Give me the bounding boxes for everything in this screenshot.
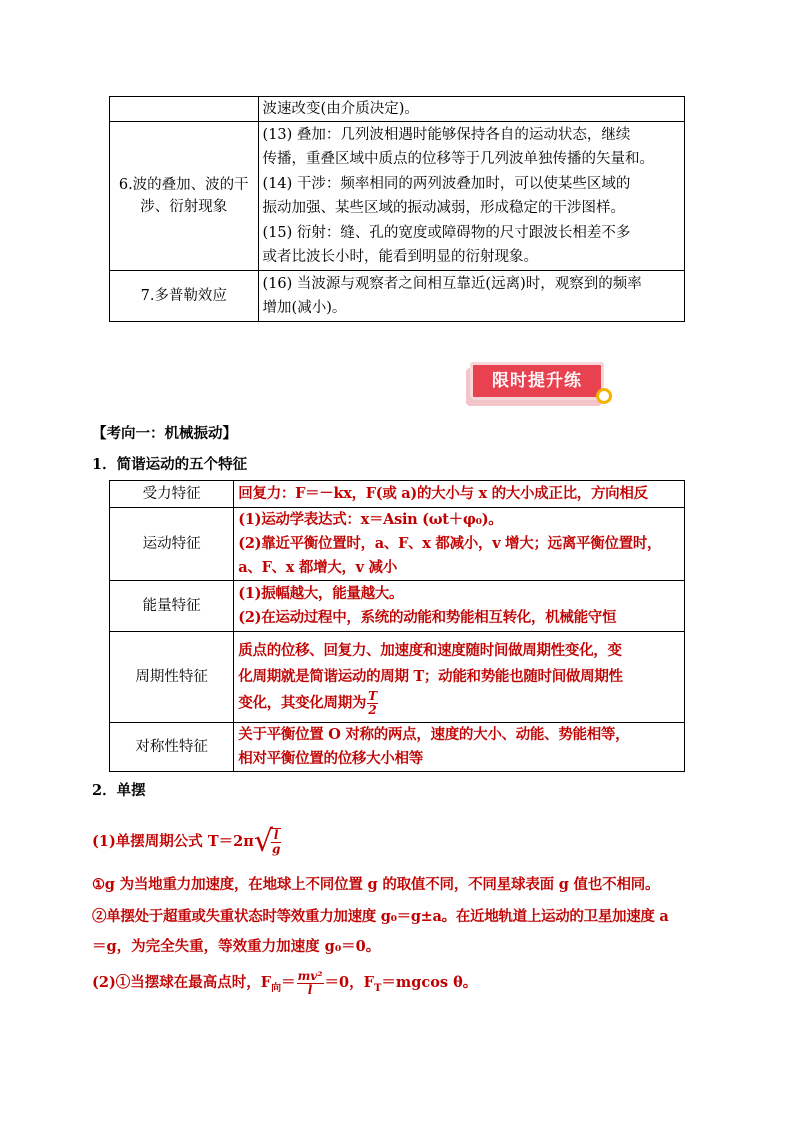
pendulum-note-2-cont: ＝g，为完全失重，等效重力加速度 g₀＝0。 [92, 938, 381, 955]
text-line: (15) 衍射：缝、孔的宽度或障碍物的尺寸跟波长相差不多 [262, 224, 631, 241]
text-part: (2)①当摆球在最高点时，F [92, 974, 272, 991]
pendulum-note-2: ②单摆处于超重或失重状态时等效重力加速度 g₀＝g±a。在近地轨道上运动的卫星加速度 a [92, 908, 669, 925]
text-line: 相对平衡位置的位移大小相等 [238, 750, 423, 767]
text-line: 增加(减小)。 [262, 300, 347, 316]
subsection-heading: 1．简谐运动的五个特征 [92, 456, 248, 473]
text-part: ＝mgcos θ。 [381, 974, 478, 991]
features-table [109, 480, 685, 772]
table-cell [258, 271, 684, 322]
feature-cell [234, 632, 685, 723]
force-fraction: $\frac{\text{mv²}}{l}$ [297, 968, 323, 997]
text-line: (13) 叠加：几列波相遇时能够保持各自的运动状态，继续 [262, 126, 631, 143]
feature-label: 对称性特征 [110, 723, 234, 772]
row-label-line: 涉、衍射现象 [140, 199, 228, 215]
row-label: 7.多普勒效应 [110, 271, 259, 322]
feature-cell: 回复力：F＝－kx，F(或 a)的大小与 x 的大小成正比，方向相反 [234, 481, 685, 508]
text-line: (2)在运动过程中，系统的动能和势能相互转化，机械能守恒 [238, 609, 617, 626]
practice-badge [466, 362, 608, 406]
table-row [110, 271, 685, 322]
text-part: ＝ [281, 974, 296, 991]
table-row [110, 122, 685, 271]
pendulum-note-3 [92, 966, 477, 1006]
feature-cell [234, 508, 685, 581]
text-line: (14) 干涉：频率相同的两列波叠加时，可以使某些区域的 [262, 175, 631, 192]
badge-label: 限时提升练 [492, 371, 582, 391]
row-label-line: 6.波的叠加、波的干 [118, 177, 249, 193]
section-heading: 【考向一：机械振动】 [92, 425, 237, 442]
row-label [110, 122, 259, 271]
table-row [110, 723, 685, 772]
text-line: 化周期就是简谐运动的周期 T；动能和势能也随时间做周期性 [238, 667, 623, 685]
text-line: (2)靠近平衡位置时，a、F、x 都减小，v 增大；远离平衡位置时， [238, 535, 662, 552]
ring-icon [596, 388, 612, 404]
text-line: a、F、x 都增大，v 减小 [238, 559, 397, 576]
table-cell [258, 122, 684, 271]
table-row [110, 97, 685, 122]
text-line: (1)振幅越大，能量越大。 [238, 585, 404, 602]
table-cell: 波速改变(由介质决定)。 [258, 97, 684, 122]
feature-cell [234, 581, 685, 632]
formula-text: (1)单摆周期公式 T＝2π [92, 833, 254, 850]
pendulum-note-1: ①g 为当地重力加速度，在地球上不同位置 g 的取值不同，不同星球表面 g 值也不相同。 [92, 876, 660, 893]
subscript: T [373, 982, 382, 994]
wave-table [109, 96, 685, 322]
text-part: ＝0，F [324, 974, 374, 991]
feature-label: 受力特征 [110, 481, 234, 508]
table-cell-empty [110, 97, 259, 122]
feature-label: 运动特征 [110, 508, 234, 581]
pendulum-formula [92, 820, 282, 864]
text-line: 关于平衡位置 O 对称的两点，速度的大小、动能、势能相等， [238, 726, 630, 743]
subsection-heading: 2．单摆 [92, 782, 146, 799]
feature-label: 能量特征 [110, 581, 234, 632]
text-line: 振动加强、某些区域的振动减弱，形成稳定的干涉图样。 [262, 200, 626, 216]
subscript: 向 [271, 982, 282, 994]
text-line: (1)运动学表达式：x＝Asin (ωt＋φ₀)。 [238, 511, 503, 528]
sqrt-fraction: $\frac{l}{g}$ [271, 828, 281, 856]
text-line: 质点的位移、回复力、加速度和速度随时间做周期性变化，变 [238, 641, 622, 659]
table-row [110, 508, 685, 581]
table-row [110, 581, 685, 632]
table-row [110, 632, 685, 723]
feature-cell [234, 723, 685, 772]
text-line: 变化，其变化周期为 [238, 694, 367, 711]
period-fraction: $\frac{T}{2}$ [368, 688, 377, 717]
text-line: 传播，重叠区域中质点的位移等于几列波单独传播的矢量和。 [262, 151, 655, 167]
sqrt-icon: √ [253, 824, 273, 859]
table-row [110, 481, 685, 508]
text-line: (16) 当波源与观察者之间相互靠近(远离)时，观察到的频率 [262, 275, 642, 292]
text-line: 或者比波长小时，能看到明显的衍射现象。 [262, 249, 539, 265]
feature-label: 周期性特征 [110, 632, 234, 723]
